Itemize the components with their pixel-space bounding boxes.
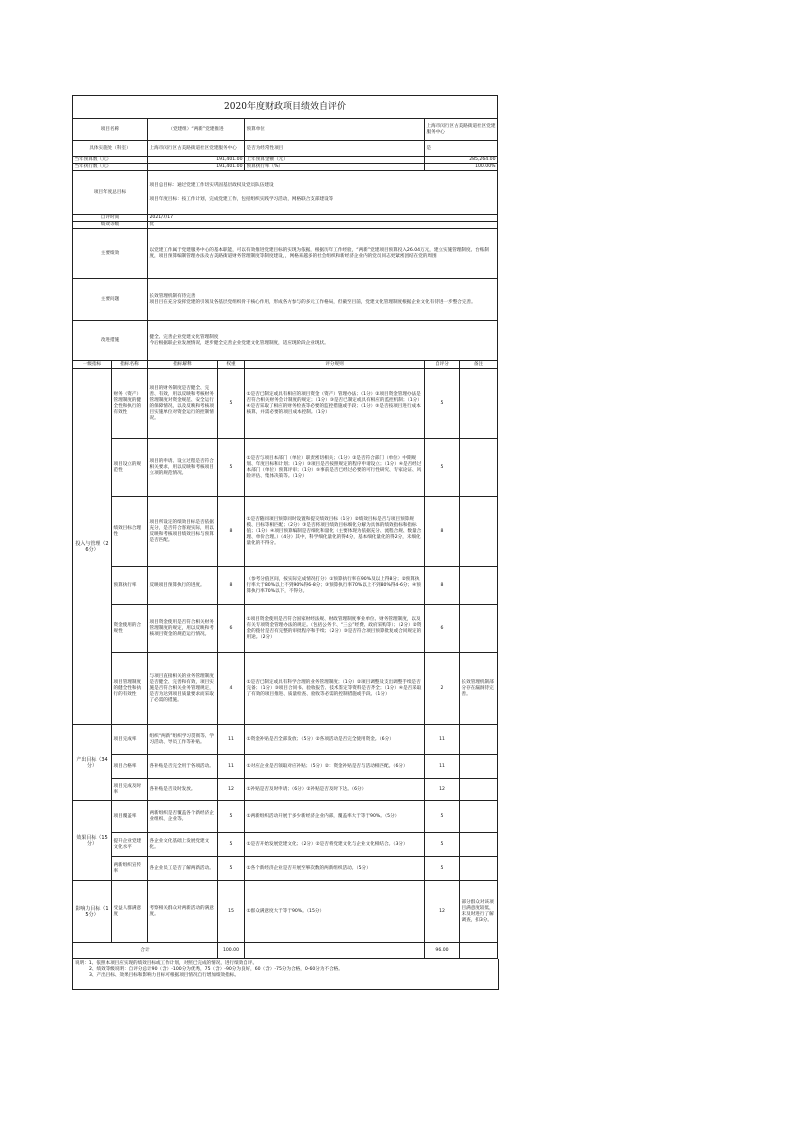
budget-this-label: 当年预算数（元） — [73, 157, 148, 164]
recurring-label: 是否为经常性项目 — [245, 141, 425, 157]
total-row — [73, 943, 498, 959]
indicator-remark: 部分群众对该项目满意度较低，未及时进行了解调查，扣3分。 — [460, 881, 498, 943]
indicator-desc: 各企业文化基础上发展党建文化。 — [148, 833, 218, 857]
indicator-desc: 项目的申请、设立过程是否符合相关要求，用以反映和考核项目立项的规范情况。 — [148, 439, 218, 497]
indicator-name: 项目完成率 — [112, 725, 148, 755]
eval-time-label: 自评时间 — [73, 215, 148, 222]
measure-label: 改进措施 — [73, 321, 148, 361]
indicator-score: 6 — [425, 605, 460, 653]
impl-label: 具体实施处（科室） — [73, 141, 148, 157]
indicator-row — [73, 779, 498, 801]
indicator-name: 项目合格率 — [112, 755, 148, 779]
budget-unit-label: 预算单位 — [245, 119, 425, 141]
indicator-score: 5 — [425, 833, 460, 857]
goal-total: 项目总目标：通过党建工作切实巩固基层政权及党员队伍建设 — [149, 182, 274, 188]
indicator-score: 11 — [425, 725, 460, 755]
indicator-row — [73, 881, 498, 943]
indicator-weight: 8 — [218, 567, 245, 605]
budget-last-value: 285,264.00 — [425, 157, 498, 164]
indicator-score: 11 — [425, 755, 460, 779]
indicator-desc: 各补贴是否完全用于各项活动。 — [148, 755, 218, 779]
indicator-remark — [460, 497, 498, 567]
indicator-name: 预算执行率 — [112, 567, 148, 605]
total-remark — [460, 943, 498, 959]
indicator-name: 绩效目标合理性 — [112, 497, 148, 567]
indicator-rule: ①是否已制定或具有相应的项目资金（资产）管理办法；（1分）②项目资金管理办法是否符合相关财务会计制度的规定；（1分）③是否已制定或具有相应的监控机制；（1分）④是否采取了相应的财务检查等必要的监控措施或手段；（1分）⑤是否按项目进行成本核算，并需必要的项目成本控制。（1分） — [245, 369, 425, 439]
indicator-name: 项目管理制度的健全性和执行的有效性 — [112, 653, 148, 725]
indicator-rule: ①对应企业是否领取对应补贴；（5分）②：资金补贴是否与活动相匹配。（6分） — [245, 755, 425, 779]
indicator-weight: 8 — [218, 497, 245, 567]
indicator-rule: ①补贴是否及时申请；（6分）②补贴是否及时下达。（6分） — [245, 779, 425, 801]
impl-value: 上海市闵行区古美路街道社区党建服务中心 — [148, 141, 245, 157]
goal-value — [148, 171, 498, 215]
indicator-desc: 组织“两新”组织学习贯彻等、学习活动、导员工作等补贴。 — [148, 725, 218, 755]
indicator-score: 8 — [425, 497, 460, 567]
column-header: 评分规则 — [245, 361, 425, 369]
indicator-name: 财务（资产）管理制度的健全性和执行的有效性 — [112, 369, 148, 439]
indicator-desc: 与项目直接相关的业务管理制度是否健全、完善和有效，项目实施是否符合相关业务管理规定，是否为达到项目质量要求而采取了必需的措施。 — [148, 653, 218, 725]
eval-time-value: 2021/7/17 — [148, 215, 498, 222]
indicator-desc: 项目所设定的绩效目标是否依据充分，是否符合客观实际，用以反映和考核项目绩效目标与预算是否匹配。 — [148, 497, 218, 567]
indicator-rule: ①是否开始发展党建文化；（2分）②是否将党建文化与企业文化相结合。（3分） — [245, 833, 425, 857]
column-header: 指标名称 — [112, 361, 148, 369]
column-header: 指标解释 — [148, 361, 218, 369]
notes — [72, 959, 499, 990]
total-weight: 100.00 — [218, 943, 245, 959]
total-label: 合计 — [73, 943, 218, 959]
indicator-weight: 6 — [218, 605, 245, 653]
indicator-row — [73, 755, 498, 779]
problem-value: 长效管理机制有待完善 项目目在充分发挥党建的引领及各基层党组织骨干核心作用，形成各方参与的多元工作格局，但截至目前，党建文化管理制度根据企业文化有待进一步整合完善。 — [148, 279, 498, 321]
indicator-row — [73, 653, 498, 725]
indicator-desc: 考察相关群众对两新活动的满意度。 — [148, 881, 218, 943]
indicator-weight: 15 — [218, 881, 245, 943]
column-header: 自评分 — [425, 361, 460, 369]
note-line: 3、产出目标、效果目标和影响力目标可根据项目情况自行增加绩效指标。 — [89, 973, 239, 979]
indicator-row — [73, 439, 498, 497]
group-name: 效果目标（15分） — [73, 801, 112, 881]
indicator-row — [73, 369, 498, 439]
group-name: 影响力目标（15分） — [73, 881, 112, 943]
indicator-name: 项目覆盖率 — [112, 801, 148, 833]
indicator-weight: 11 — [218, 755, 245, 779]
goal-year: 项目年度目标：按工作计划，完成党建工作，包括组织实践学习活动，网格联合支部建设等 — [149, 196, 334, 202]
grade-label: 绩效等级 — [73, 222, 148, 229]
indicator-name: 项目设立的规范性 — [112, 439, 148, 497]
indicator-weight: 5 — [218, 801, 245, 833]
indicator-weight: 5 — [218, 833, 245, 857]
indicator-remark — [460, 725, 498, 755]
indicator-rule: ①资金补贴是否全部发放；（5分）②各项活动是否完全使用资金。（6分） — [245, 725, 425, 755]
indicator-weight: 5 — [218, 369, 245, 439]
total-score: 96.00 — [425, 943, 460, 959]
perf-value: 以党建工作属于党建服务中心的基本职能，可以有效推进党建目标的实现为依据，根据历年工作经验，“两新”党建项目预算投入26.04万元，建立实施管理制度、台账制度，项目预算编制管理办法及古美路街道财务管理制度等制度建设，，网格来越多的社会组织和新经济企业内的党员同志更紧密团结在党的周围 — [148, 229, 498, 279]
indicator-row — [73, 605, 498, 653]
note-line: 说明：1、依照本项目应实现的绩效目标或工作计划，对照已完成的情况，进行绩效自评。 — [75, 961, 258, 966]
exec-this-value: 191,401.00 — [148, 164, 245, 171]
group-name: 投入与管理（26分） — [73, 369, 112, 725]
indicator-weight: 5 — [218, 857, 245, 881]
indicator-rule: ①是否随同项目预算同时设置和提交绩效目标（1分）②绩效目标是否与项目预算规模、目标等相匹配；（2分）③是否将项目绩效目标细化分解为具体的绩效指标和指标值；（1分）④项目预算编制是否细化和量化（主要体现为依据充分、流程合规、数量合理、单价合理。）（4分）其中，科学细化量化的得4分，基本细化量化的得2分，未细化量化的不得分。 — [245, 497, 425, 567]
indicator-row — [73, 857, 498, 881]
indicator-name: 两新组织宣传率 — [112, 857, 148, 881]
column-header: 权重 — [218, 361, 245, 369]
sheet-title: 2020年度财政项目绩效自评价 — [73, 96, 498, 119]
indicator-score: 5 — [425, 369, 460, 439]
indicator-score: 12 — [425, 881, 460, 943]
group-name: 产出目标（34分） — [73, 725, 112, 801]
budget-last-label: 上年预算金额（元） — [245, 157, 425, 164]
indicator-name: 提升企业党建文化水平 — [112, 833, 148, 857]
indicator-score: 8 — [425, 567, 460, 605]
indicator-remark: 长效管理机制部分存在漏洞待完善。 — [460, 653, 498, 725]
budget-unit-value: 上海市闵行区古美路街道社区党建服务中心 — [425, 119, 498, 141]
indicator-weight: 4 — [218, 653, 245, 725]
indicator-desc: 反映项目预算执行的进度。 — [148, 567, 218, 605]
indicator-score: 2 — [425, 653, 460, 725]
indicator-row — [73, 833, 498, 857]
total-blank — [245, 943, 425, 959]
indicator-remark — [460, 755, 498, 779]
indicator-remark — [460, 779, 498, 801]
project-name-label: 项目名称 — [73, 119, 148, 141]
exec-this-label: 当年执行数（元） — [73, 164, 148, 171]
indicator-rule: （参考分值区间，按实际完成情况打分）①预算执行率在90%及以上得8分；②预算执行率大于80%以上不到90%得6-8分；③预算执行率70%以上不到80%得4-6分；④预算执行率70%以下，不得分。 — [245, 567, 425, 605]
indicator-remark — [460, 857, 498, 881]
indicator-rule: ①各个新经济企业是否开展至够次数的两新组织活动。（5分） — [245, 857, 425, 881]
indicator-desc: 项目的财务制度是否健全、完善、有效，用以反映和考核财务管理制度对资金规范、安全运行的保障情况，以及反映和考核项目实施单位对资金运行的控制情况。 — [148, 369, 218, 439]
indicator-score: 5 — [425, 801, 460, 833]
indicator-desc: 项目资金使用是否符合相关财务管理制度的规定，用以反映和考核项目资金的规范运行情况。 — [148, 605, 218, 653]
grade-value: 优 — [148, 222, 498, 229]
indicator-score: 12 — [425, 779, 460, 801]
indicator-rule: ①项目资金使用是否符合国家财经法规、财政管理制度事业单位、财务管理制度，以及有关专项资金管理办法的规定。（包括公务卡、“三公”经费、政府采购等）；（2分）②资金的拨付是否有完整的审批程序和手续；（2分）③是否符合项目预算批复或合同规定的用途。（2分） — [245, 605, 425, 653]
indicator-row — [73, 801, 498, 833]
indicator-weight: 5 — [218, 439, 245, 497]
indicator-rule: ①是否已制定或具有科学合理的业务管理制度；（1分）②项目调整及支出调整手续是否完备；（1分）③项目合同书、验收报告、技术鉴定等资料是否齐全；（1分）④是否采取了有效的项目推进、质量检查、验收等必需的控制措施或手段。（1分） — [245, 653, 425, 725]
measure-value: 健全、完善企业党建文化管理制度 今后根据联企业发展情况，逐步健全完善企业党建文化管理制度，适应现阶段企业现状。 — [148, 321, 498, 361]
perf-label: 主要绩效 — [73, 229, 148, 279]
indicator-remark — [460, 605, 498, 653]
project-name-value: （党建组）“两新”党建推进 — [148, 119, 245, 141]
indicator-remark — [460, 439, 498, 497]
exec-rate-label: 预算执行率（%） — [245, 164, 425, 171]
indicator-remark — [460, 801, 498, 833]
column-header-row — [73, 361, 498, 369]
indicator-row — [73, 497, 498, 567]
evaluation-table — [72, 95, 498, 959]
evaluation-sheet — [72, 95, 497, 990]
indicator-name: 资金使用的合规性 — [112, 605, 148, 653]
indicator-desc: 各补贴是否及时发放。 — [148, 779, 218, 801]
column-header: 一级指标 — [73, 361, 112, 369]
indicator-remark — [460, 369, 498, 439]
indicator-name: 项目完成及时率 — [112, 779, 148, 801]
indicator-desc: 两新组织是否覆盖各个新经济企业组织、企业等。 — [148, 801, 218, 833]
indicator-row — [73, 725, 498, 755]
indicator-desc: 各企业员工是否了解两新活动。 — [148, 857, 218, 881]
indicator-weight: 12 — [218, 779, 245, 801]
indicator-rule: ①两新组织活动开展于多少新经济企业内部，覆盖率大于等于90%。（5分） — [245, 801, 425, 833]
indicator-row — [73, 567, 498, 605]
goal-label: 项目年度总目标 — [73, 171, 148, 215]
problem-label: 主要问题 — [73, 279, 148, 321]
indicator-name: 受益人群满意度 — [112, 881, 148, 943]
indicator-remark — [460, 833, 498, 857]
indicator-remark — [460, 567, 498, 605]
indicator-weight: 11 — [218, 725, 245, 755]
recurring-value: 是 — [425, 141, 498, 157]
column-header: 备注 — [460, 361, 498, 369]
exec-rate-value: 100.00% — [425, 164, 498, 171]
indicator-rule: ①是否与项目本部门（单位）职责密切相关；（1分）②是否符合部门（单位）中期规划、年度目标和计划；（1分）③项目是否按照规定的程序申请设立；（1分）④是否经过本部门（单位）预算评审；（1分）⑤事前是否已经过必要的可行性研究、专家论证、风险评估、集体决策等。（1分） — [245, 439, 425, 497]
note-line: 2、绩效等级说明：自评分总计90（含）-100分为优秀，75（含）-90分为良好，60（含）-75分为合格，0-60分为不合格。 — [89, 967, 343, 973]
indicator-score: 5 — [425, 439, 460, 497]
indicator-rule: ①群众满意度大于等于90%。（15分） — [245, 881, 425, 943]
budget-this-value: 191,401.00 — [148, 157, 245, 164]
indicator-score: 5 — [425, 857, 460, 881]
